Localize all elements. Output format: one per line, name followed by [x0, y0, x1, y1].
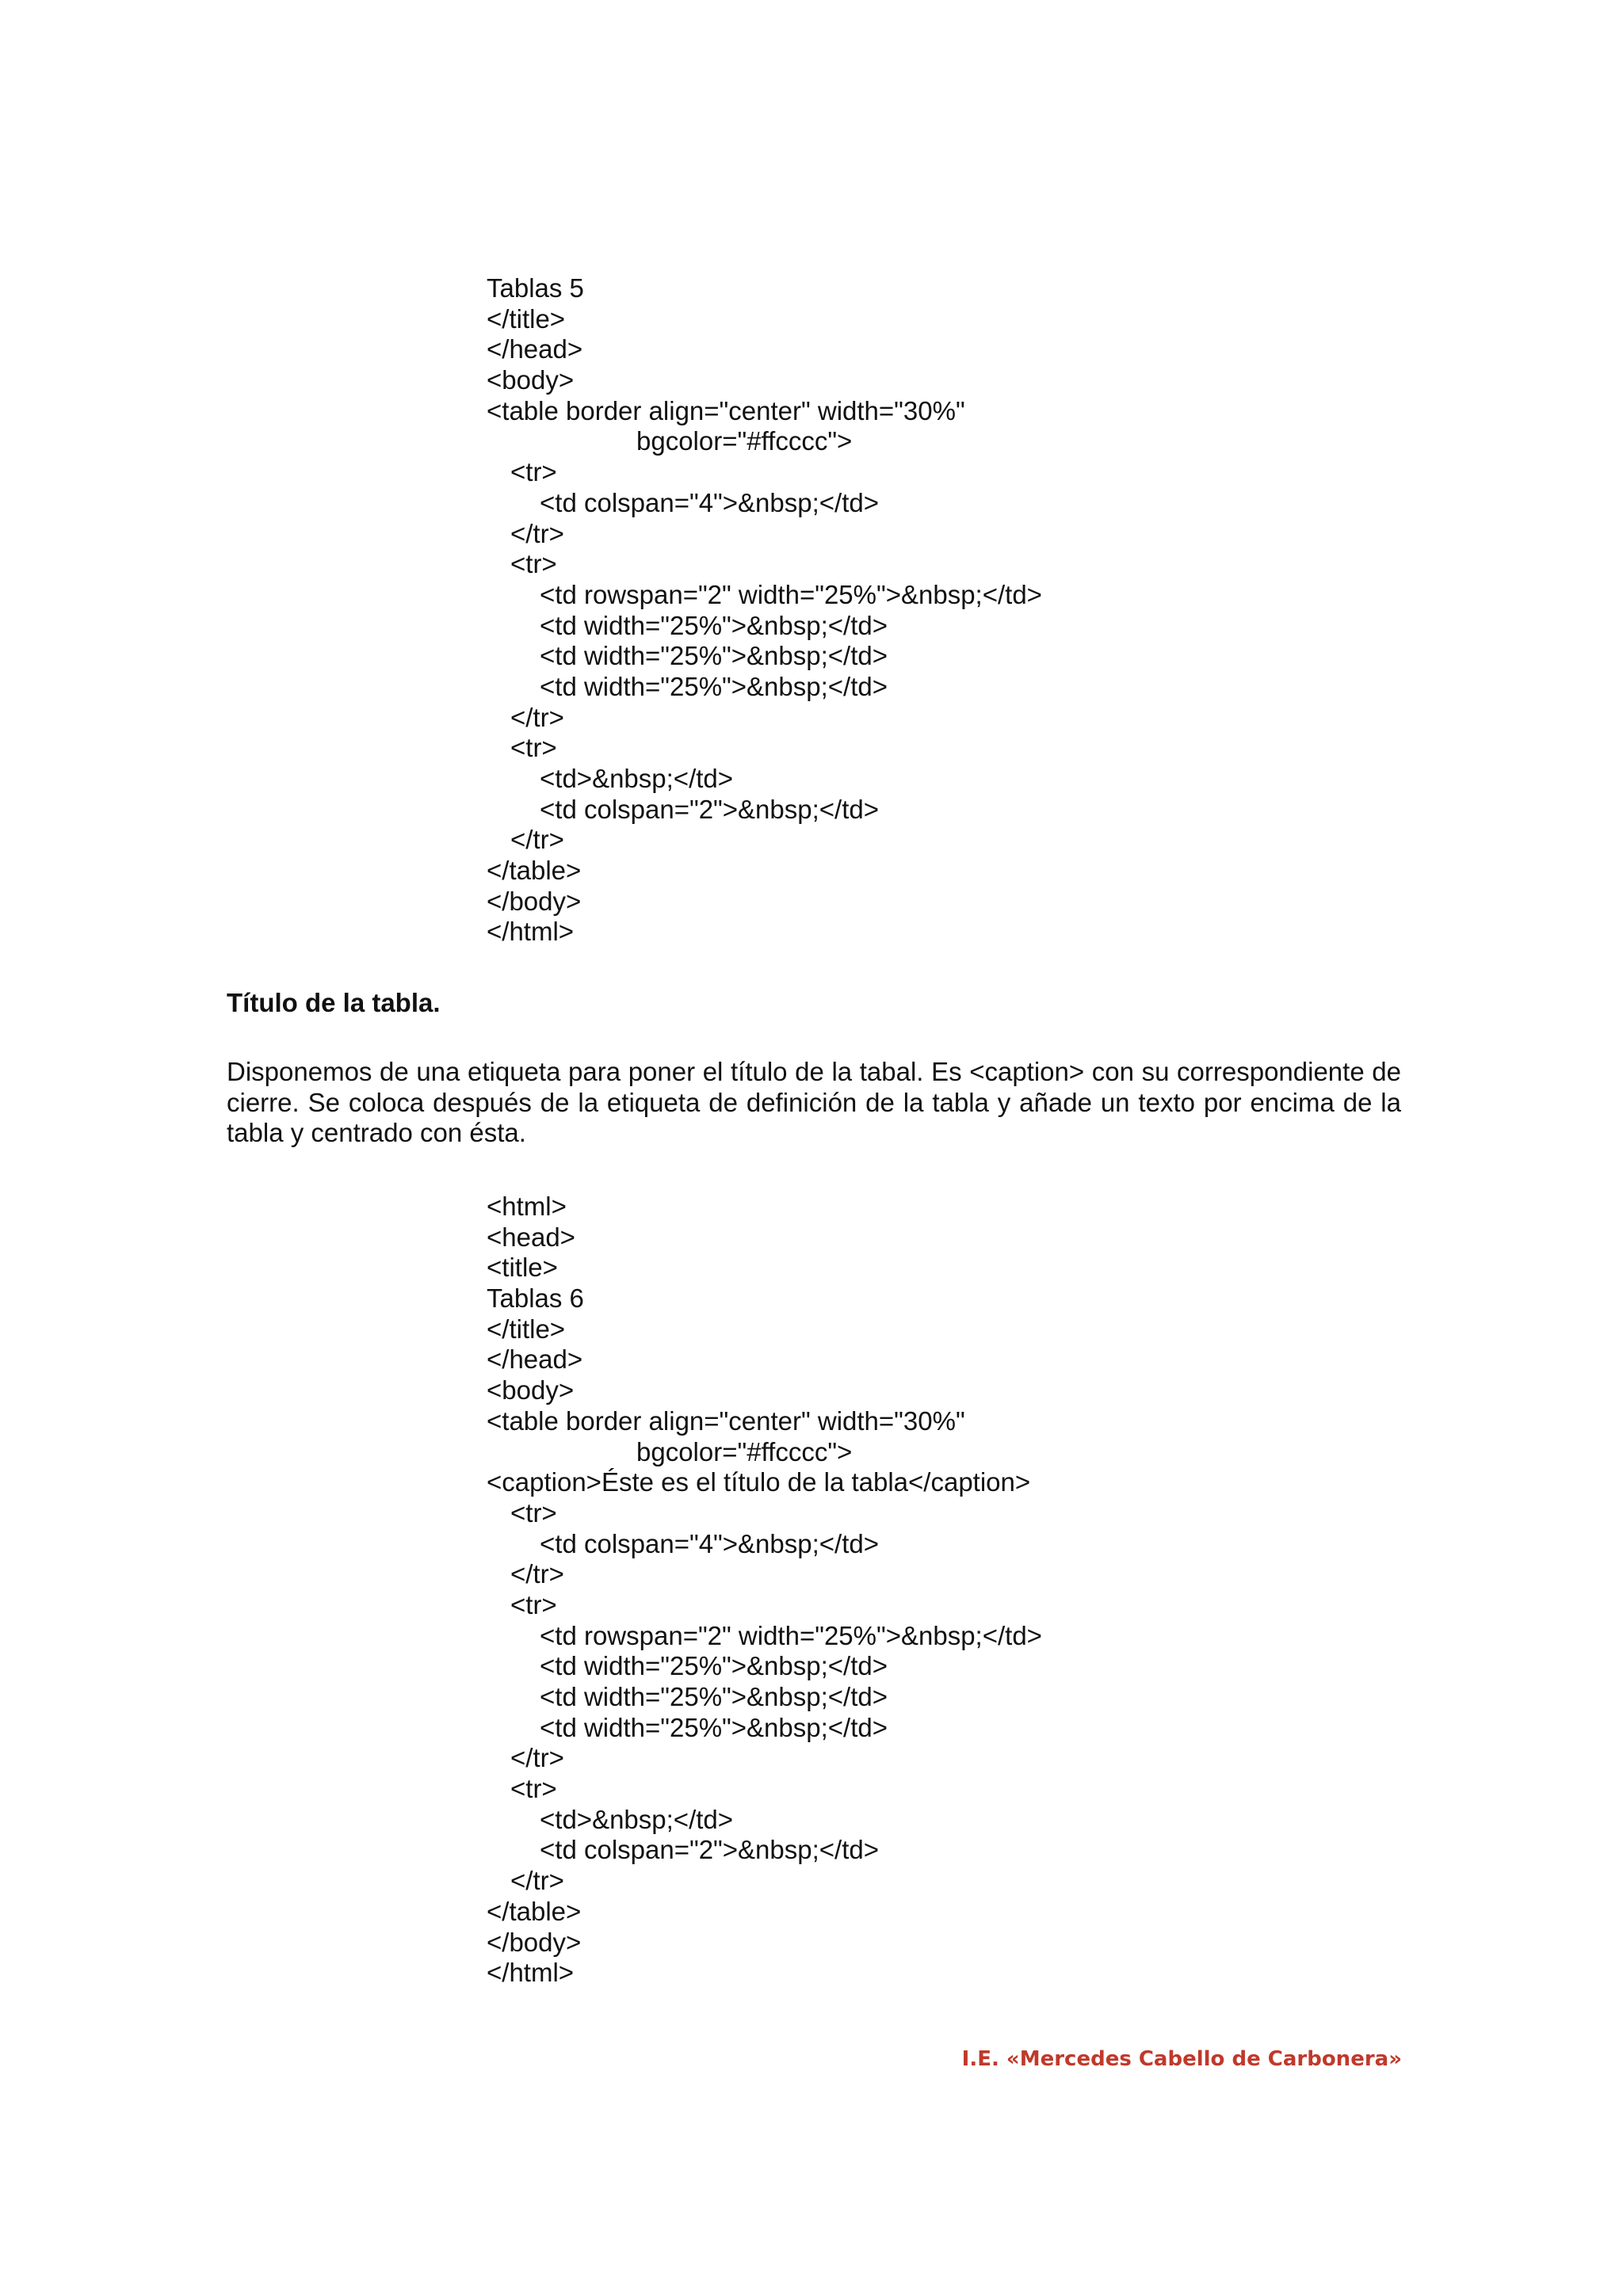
code-line: <td width="25%">&nbsp;</td> [540, 641, 888, 671]
code-line: </tr> [510, 702, 564, 732]
code-line: <tr> [510, 1497, 557, 1527]
code-line: Tablas 6 [487, 1283, 584, 1314]
code-line: <body> [487, 1375, 575, 1405]
code-line: </html> [487, 1958, 575, 1988]
code-line: <tr> [510, 1589, 557, 1619]
code-line: <table border align="center" width="30%" [487, 395, 965, 425]
footer-school-name: I.E. «Mercedes Cabello de Carbonera» [961, 2047, 1402, 2071]
code-line: Tablas 5 [487, 273, 584, 303]
code-line: </head> [487, 334, 583, 364]
code-line: </tr> [510, 825, 564, 855]
code-line: <td colspan="2">&nbsp;</td> [540, 1835, 880, 1865]
code-line: <tr> [510, 549, 557, 579]
code-line: <td colspan="4">&nbsp;</td> [540, 487, 880, 517]
code-line: <td>&nbsp;</td> [540, 764, 734, 793]
code-line: bgcolor="#ffcccc"> [636, 426, 853, 456]
code-line: <head> [487, 1222, 575, 1252]
code-line: <td width="25%">&nbsp;</td> [540, 1682, 888, 1711]
code-line: <body> [487, 365, 575, 395]
code-line: <tr> [510, 457, 557, 487]
code-line: </title> [487, 1314, 566, 1344]
code-line: <td width="25%">&nbsp;</td> [540, 1651, 888, 1681]
code-line: <td colspan="4">&nbsp;</td> [540, 1528, 880, 1558]
section-paragraph: Disponemos de una etiqueta para poner el título de la tabal. Es <caption> con su correspondiente de cierre. Se coloca después de la etiqueta de definición de la tabla y añade un texto por encima de la tabla y centrado con ésta. [227, 1057, 1401, 1148]
code-line: </body> [487, 886, 582, 916]
code-line: <title> [487, 1253, 558, 1283]
code-line: <td width="25%">&nbsp;</td> [540, 1712, 888, 1742]
code-line: </title> [487, 303, 566, 334]
code-line: <td>&nbsp;</td> [540, 1804, 734, 1834]
code-line: </tr> [510, 1866, 564, 1896]
section-heading: Título de la tabla. [227, 988, 441, 1017]
code-line: </table> [487, 1896, 582, 1926]
code-line: <td width="25%">&nbsp;</td> [540, 610, 888, 640]
code-line: </tr> [510, 518, 564, 548]
code-line: <tr> [510, 733, 557, 763]
code-line: <td rowspan="2" width="25%">&nbsp;</td> [540, 579, 1042, 609]
code-listing-tablas-6 [487, 1192, 1042, 1989]
code-line: </head> [487, 1344, 583, 1375]
code-line: </tr> [510, 1743, 564, 1773]
code-line: <td width="25%">&nbsp;</td> [540, 671, 888, 701]
code-line: <td colspan="2">&nbsp;</td> [540, 794, 880, 824]
code-line: bgcolor="#ffcccc"> [636, 1436, 853, 1466]
code-line: <caption>Éste es el título de la tabla</caption> [487, 1467, 1031, 1497]
code-line: <tr> [510, 1774, 557, 1804]
code-line: </tr> [510, 1559, 564, 1589]
code-line: </body> [487, 1927, 582, 1957]
code-listing-tablas-5 [487, 273, 1042, 948]
code-line: <table border align="center" width="30%" [487, 1405, 965, 1436]
code-line: </html> [487, 917, 575, 947]
code-line: </table> [487, 856, 582, 886]
code-line: <td rowspan="2" width="25%">&nbsp;</td> [540, 1620, 1042, 1650]
code-line: <html> [487, 1192, 567, 1221]
